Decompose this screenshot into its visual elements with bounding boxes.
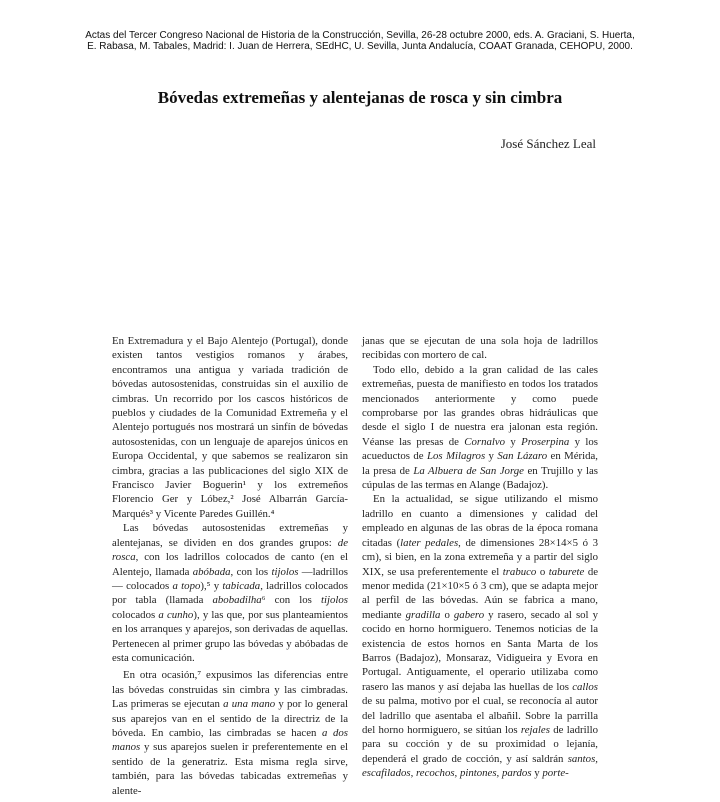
- paper-author: José Sánchez Leal: [500, 136, 596, 151]
- left-paragraph-2: Las bóvedas autosostenidas extremeñas y alentejanas, se dividen en dos grandes grupos: de rosca, con los ladrillos colocados de canto (en el Alentejo, llamada abóbada, con los tijolos —ladrillos— colocados a topo),⁵ y tabicada, ladrillos colocados por tabla (llamada abobadilha⁶ con los tijolos colocados a cunho), y las que, por sus planteamientos en los arranques y aparejos, son derivadas de aquellas. Pertenecen al primer grupo las bóvedas y abóbadas de esta comunicación.: [112, 522, 349, 664]
- header-line-1: Actas del Tercer Congreso Nacional de Historia de la Construcción, Sevilla, 26-28 octubre 2000, eds. A. Graciani, S. Huerta,: [85, 30, 635, 41]
- right-paragraph-2: Todo ello, debido a la gran calidad de las cales extremeñas, puesta de manifiesto en todos los tratados mencionados anteriormente y como puede comprobarse por las grandes obras hidráulicas que desde el siglo I de nuestra era jalonan esta región. Véanse las presas de Cornalvo y Proserpina y los acueductos de Los Milagros y San Lázaro en Mérida, la presa de La Albuera de San Jorge en Trujillo y las cúpulas de las termas en Alange (Badajoz).: [362, 363, 598, 492]
- paper-title: Bóvedas extremeñas y alentejanas de rosca y sin cimbra: [157, 88, 563, 107]
- right-paragraph-3: En la actualidad, se sigue utilizando el mismo ladrillo en cuanto a dimensiones y calidad del empleado en algunas de las obras de la época romana citadas (later pedales, de dimensiones 28×14×5 ó 3 cm), si bien, en la zona extremeña y a partir del siglo XIX, se usa preferentemente el trabuco o taburete de menor medida (21×10×5 ó 3 cm), que se adapta mejor al perfil de las bóvedas. Aún se fabrica a mano, mediante gradilla o gabero y rasero, secado al sol y cocido en horno hormiguero. Tenemos noticias de la existencia de estos hornos en Santa Marta de los Barros (Badajoz), Monsaraz, Vidigueira y Evora en Portugal. Antiguamente, el operario utilizaba como rasero las manos y así dejaba las huellas de los callos de su palma, motivo por el cual, se reconocía al autor del ladrillo que asentaba el albañil. Sobre la parrilla del horno hormiguero, se sitúan los rejales de ladrillo para su cocción y de su proximidad o lejanía, dependerá el grado de cocción, y así saldrán santos, escafilados, recochos, pintones, pardos y porte-: [362, 493, 599, 780]
- left-paragraph-3: En otra ocasión,⁷ expusimos las diferencias entre las bóvedas construidas sin cimbra y las cimbradas. Las primeras se ejecutan a una mano y por lo general sus aparejos van en el sentido de la directriz de la bóveda. En cambio, las cimbradas se hacen a dos manos y sus aparejos suelen ir preferentemente en el sentido de la generatriz. Esta misma regla sirve, también, para las bóvedas tabicadas extremeñas y alente-: [112, 669, 348, 797]
- right-column: [362, 334, 598, 781]
- right-paragraph-1: janas que se ejecutan de una sola hoja de ladrillos recibidas con mortero de cal.: [362, 335, 598, 362]
- proceedings-header: [0, 30, 720, 52]
- header-line-2: E. Rabasa, M. Tabales, Madrid: I. Juan de Herrera, SEdHC, U. Sevilla, Junta Andalucía, COAAT Granada, CEHOPU, 2000.: [87, 41, 633, 52]
- left-column: [112, 334, 348, 798]
- left-paragraph-1: En Extremadura y el Bajo Alentejo (Portugal), donde existen tantos vestigios romanos y árabes, encontramos una antigua y variada tradición de bóvedas autosostenidas, construidas sin el auxilio de cimbras. Un recorrido por los cascos históricos de pueblos y ciudades de la Comunidad Extremeña y el Alentejo portugués nos mostrará un sinfín de bóvedas autosostenidas, con un lenguaje de aparejos únicos en Europa Occidental, y que sabemos se realizaron sin cimbra, gracias a las publicaciones del siglo XIX de Francisco Javier Boguerin¹ y los extremeños Florencio Ger y Lóbez,² José Albarrán García-Marqués³ y Vicente Paredes Guillén.⁴: [112, 335, 348, 520]
